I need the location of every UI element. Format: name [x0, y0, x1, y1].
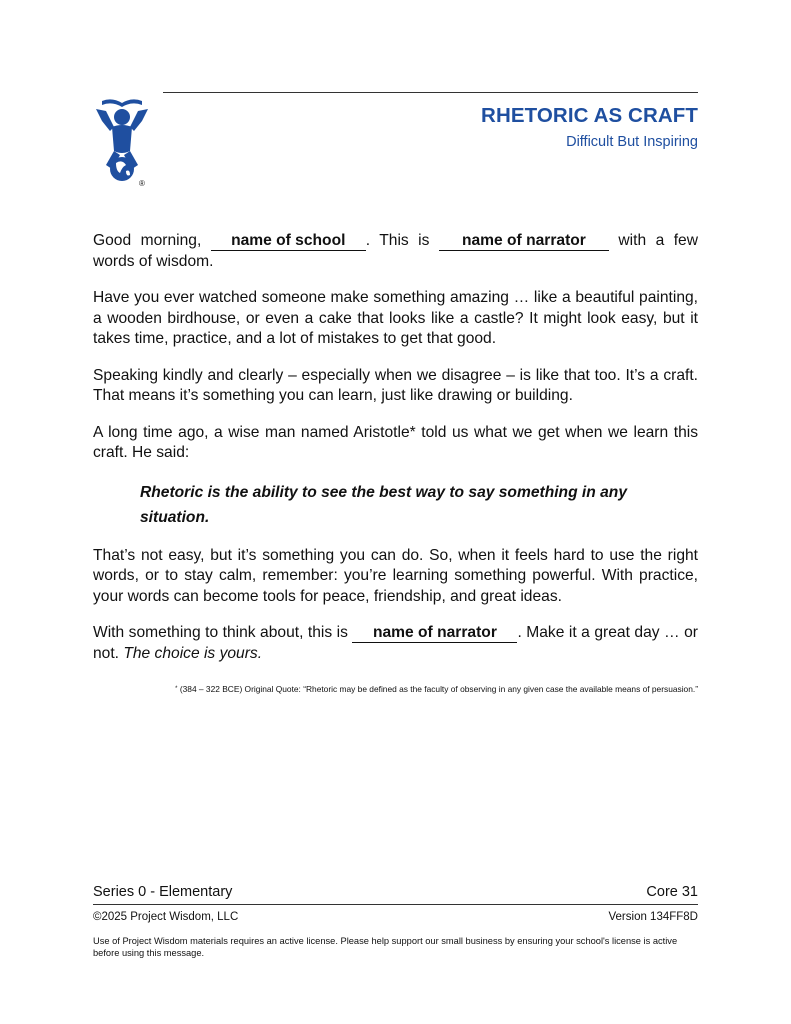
paragraph-greeting: [93, 231, 698, 272]
paragraph-4: A long time ago, a wise man named Aristotle* told us what we get when we learn this craft. He said:: [93, 423, 698, 461]
greeting-text-2: . This is: [365, 232, 430, 249]
page-title: RHETORIC AS CRAFT: [481, 104, 698, 127]
paragraph-2: Have you ever watched someone make something amazing … like a beautiful painting, a wooden birdhouse, or even a cake that looks like a castle? It might look easy, but it takes time, practice, and a lot of mistakes to get that good.: [93, 289, 698, 347]
paragraph-closing: [93, 623, 698, 664]
footnote-text: (384 – 322 BCE) Original Quote: “Rhetoric may be defined as the faculty of observing in any given case the available means of persuasion.”: [179, 684, 698, 694]
page-subtitle: Difficult But Inspiring: [566, 134, 698, 150]
paragraph-3: Speaking kindly and clearly – especially when we disagree – is like that too. It’s a craft. That means it’s something you can learn, just like drawing or building.: [93, 366, 698, 404]
footer-rule: [93, 904, 698, 905]
project-wisdom-logo-icon: [92, 95, 152, 190]
greeting-text: Good morning,: [93, 232, 202, 249]
closing-text: With something to think about, this is: [93, 624, 348, 641]
footnote-marker: *: [175, 686, 178, 692]
svg-text:®: ®: [139, 179, 145, 188]
copyright: ©2025 Project Wisdom, LLC: [93, 911, 239, 923]
closing-text-2: . Make it a great day … or not.: [93, 624, 698, 662]
school-name-blank: name of school: [211, 232, 366, 251]
narrator-name-blank: name of narrator: [439, 232, 609, 251]
rhetoric-quote: Rhetoric is the ability to see the best way to say something in any situation.: [140, 483, 627, 526]
paragraph-5: That’s not easy, but it’s something you can do. So, when it feels hard to use the right words, or to stay calm, remember: you’re learning something powerful. With practice, your words can become tools for peace, friendship, and great ideas.: [93, 546, 698, 605]
core-label: Core 31: [646, 884, 698, 900]
greeting-text-3: with a few words of wisdom.: [93, 232, 698, 270]
header-rule: [163, 92, 698, 93]
message-body: [93, 231, 698, 680]
version: Version 134FF8D: [608, 911, 698, 923]
closing-italic: The choice is yours.: [123, 644, 263, 662]
closing-narrator-blank: name of narrator: [352, 624, 517, 643]
footnote: [93, 683, 698, 695]
license-notice: Use of Project Wisdom materials requires an active license. Please help support our small business by ensuring your school's license is active before using this message.: [93, 936, 678, 958]
series-label: Series 0 - Elementary: [93, 884, 233, 900]
